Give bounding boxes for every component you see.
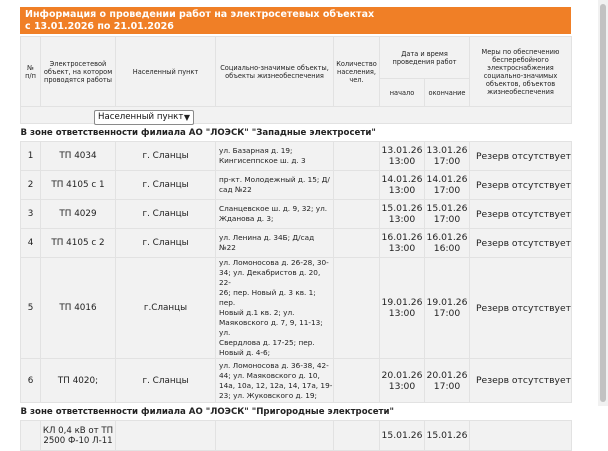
row-social-objects — [216, 359, 334, 403]
end-date: 13.01.26 — [426, 145, 468, 156]
row-population — [334, 200, 380, 229]
address-line: Маяковского д. 7, 9, 11-13; ул. — [219, 318, 323, 337]
row-object: ТП 4105 с 2 — [41, 229, 116, 258]
row-social-objects — [216, 171, 334, 200]
row-social-objects — [216, 229, 334, 258]
row-social-objects — [216, 258, 334, 359]
start-time: 13:00 — [388, 308, 416, 319]
row-social-objects — [216, 200, 334, 229]
table-row — [21, 258, 572, 359]
row-number: 2 — [21, 171, 41, 200]
row-population — [334, 258, 380, 359]
row-social-objects — [216, 421, 334, 451]
table-row — [21, 142, 572, 171]
row-end — [425, 229, 470, 258]
table-row — [21, 171, 572, 200]
row-settlement: г.Сланцы — [116, 258, 216, 359]
end-date: 15.01.26 — [426, 430, 468, 441]
header-end: окончание — [425, 79, 470, 107]
object-line: КЛ 0,4 кВ от ТП — [42, 425, 114, 436]
address-line: ул. Ломоносова д. 26-28, 30- — [219, 258, 329, 267]
header-datetime: Дата и время проведения работ — [380, 37, 470, 79]
banner-title-line1: Информация о проведении работ на электросетевых объектах — [25, 9, 375, 20]
row-measures: Резерв отсутствует — [470, 359, 572, 403]
header-start: начало — [380, 79, 425, 107]
start-date: 19.01.26 — [381, 297, 423, 308]
table-row — [21, 229, 572, 258]
end-time: 17:00 — [433, 214, 461, 225]
address-line: 26; пер. Новый д. 3 кв. 1; пер. — [219, 288, 316, 307]
address-line: ул. Ленина д. 34Б; Д/сад №22 — [219, 233, 315, 252]
row-measures: Резерв отсутствует — [470, 200, 572, 229]
end-date: 16.01.26 — [426, 232, 468, 243]
vertical-scrollbar[interactable] — [598, 0, 608, 406]
address-line: сад №22 — [219, 185, 252, 194]
row-measures: Резерв отсутствует — [470, 258, 572, 359]
address-line: Свердлова д. 17-25; пер. — [219, 338, 315, 347]
row-settlement — [116, 421, 216, 451]
row-number: 3 — [21, 200, 41, 229]
row-start — [380, 421, 425, 451]
start-time: 13:00 — [388, 243, 416, 254]
end-time: 17:00 — [433, 308, 461, 319]
row-end — [425, 200, 470, 229]
row-number — [21, 421, 41, 451]
row-measures: Резерв отсутствует — [470, 142, 572, 171]
row-end — [425, 171, 470, 200]
scrollbar-thumb[interactable] — [600, 4, 606, 402]
row-population — [334, 229, 380, 258]
address-line: 14а, 10а, 12, 12а, 14, 17а, 19- — [219, 380, 333, 390]
start-date: 16.01.26 — [381, 232, 423, 243]
section-header-west: В зоне ответственности филиала АО "ЛОЭСК" "Западные электросети" — [21, 124, 572, 142]
address-line: ул. Базарная д. 19; — [219, 146, 293, 155]
address-line: 44; ул. Маяковского д. 10, — [219, 370, 320, 380]
row-start — [380, 171, 425, 200]
end-date: 14.01.26 — [426, 174, 468, 185]
header-object: Электросетевой объект, на котором проводятся работы — [41, 37, 116, 107]
row-settlement: г. Сланцы — [116, 171, 216, 200]
table-row — [21, 200, 572, 229]
end-time: 17:00 — [433, 185, 461, 196]
row-number: 6 — [21, 359, 41, 403]
row-number: 1 — [21, 142, 41, 171]
row-end — [425, 359, 470, 403]
row-settlement: г. Сланцы — [116, 142, 216, 171]
start-date: 15.01.26 — [381, 430, 423, 441]
row-settlement: г. Сланцы — [116, 200, 216, 229]
banner-title-line2: с 13.01.2026 по 21.01.2026 — [25, 21, 174, 32]
end-time: 17:00 — [433, 380, 461, 392]
address-line: Новый д. 4-6; — [219, 348, 271, 357]
start-time: 13:00 — [388, 214, 416, 225]
row-population — [334, 142, 380, 171]
row-end — [425, 258, 470, 359]
row-start — [380, 200, 425, 229]
settlement-filter-select[interactable] — [94, 110, 194, 125]
row-object: ТП 4016 — [41, 258, 116, 359]
row-number: 5 — [21, 258, 41, 359]
page-title-banner — [20, 7, 571, 34]
start-time: 13:00 — [388, 380, 416, 392]
address-line: 34; ул. Декабристов д. 20, 22- — [219, 268, 321, 287]
start-date: 13.01.26 — [381, 145, 423, 156]
object-line: 2500 Ф-10 Л-11 — [43, 435, 113, 446]
works-table — [20, 36, 572, 451]
header-population: Количество населения, чел. — [334, 37, 380, 107]
end-date: 20.01.26 — [426, 369, 468, 381]
end-time: 16:00 — [433, 243, 461, 254]
row-settlement: г. Сланцы — [116, 359, 216, 403]
row-object — [41, 421, 116, 451]
table-row — [21, 421, 572, 451]
chevron-down-icon: ▼ — [183, 113, 190, 122]
row-number: 4 — [21, 229, 41, 258]
section-header-suburban: В зоне ответственности филиала АО "ЛОЭСК" "Пригородные электросети" — [21, 403, 572, 421]
address-line: Жданова д. 3; — [219, 214, 274, 223]
row-measures: Резерв отсутствует — [470, 229, 572, 258]
header-measures: Меры по обеспечению бесперебойного электроснабжения социально-значимых объектов, объектов жизнеобеспечения — [470, 37, 572, 107]
header-settlement: Населенный пункт — [116, 37, 216, 107]
row-measures: Резерв отсутствует — [470, 171, 572, 200]
row-object: ТП 4034 — [41, 142, 116, 171]
row-start — [380, 258, 425, 359]
row-start — [380, 229, 425, 258]
row-population — [334, 359, 380, 403]
row-end — [425, 142, 470, 171]
row-settlement: г. Сланцы — [116, 229, 216, 258]
row-object: ТП 4020; — [41, 359, 116, 403]
start-date: 15.01.26 — [381, 203, 423, 214]
settlement-filter-value: Населенный пункт — [98, 112, 184, 122]
header-num: № п/п — [21, 37, 41, 107]
row-object: ТП 4105 с 1 — [41, 171, 116, 200]
row-end — [425, 421, 470, 451]
address-line: Сланцевское ш. д. 9, 32; ул. — [219, 204, 328, 213]
row-start — [380, 142, 425, 171]
row-measures — [470, 421, 572, 451]
start-date: 14.01.26 — [381, 174, 423, 185]
address-line: пр-кт. Молодежный д. 15; Д/ — [219, 175, 330, 184]
address-line: 23; ул. Жуковского д. 19; — [219, 390, 317, 400]
table-row — [21, 359, 572, 403]
end-date: 19.01.26 — [426, 297, 468, 308]
address-line: ул. Ломоносова д. 36-38, 42- — [219, 360, 329, 370]
address-line: Новый д.1 кв. 2; ул. — [219, 308, 295, 317]
start-time: 13:00 — [388, 156, 416, 167]
end-time: 17:00 — [433, 156, 461, 167]
start-time: 13:00 — [388, 185, 416, 196]
row-social-objects — [216, 142, 334, 171]
end-date: 15.01.26 — [426, 203, 468, 214]
start-date: 20.01.26 — [381, 369, 423, 381]
address-line: Кингисеппское ш. д. 3 — [219, 156, 306, 165]
row-object: ТП 4029 — [41, 200, 116, 229]
row-population — [334, 421, 380, 451]
header-social: Социально-значимые объекты, объекты жизнеобеспечения — [216, 37, 334, 107]
row-start — [380, 359, 425, 403]
row-population — [334, 171, 380, 200]
